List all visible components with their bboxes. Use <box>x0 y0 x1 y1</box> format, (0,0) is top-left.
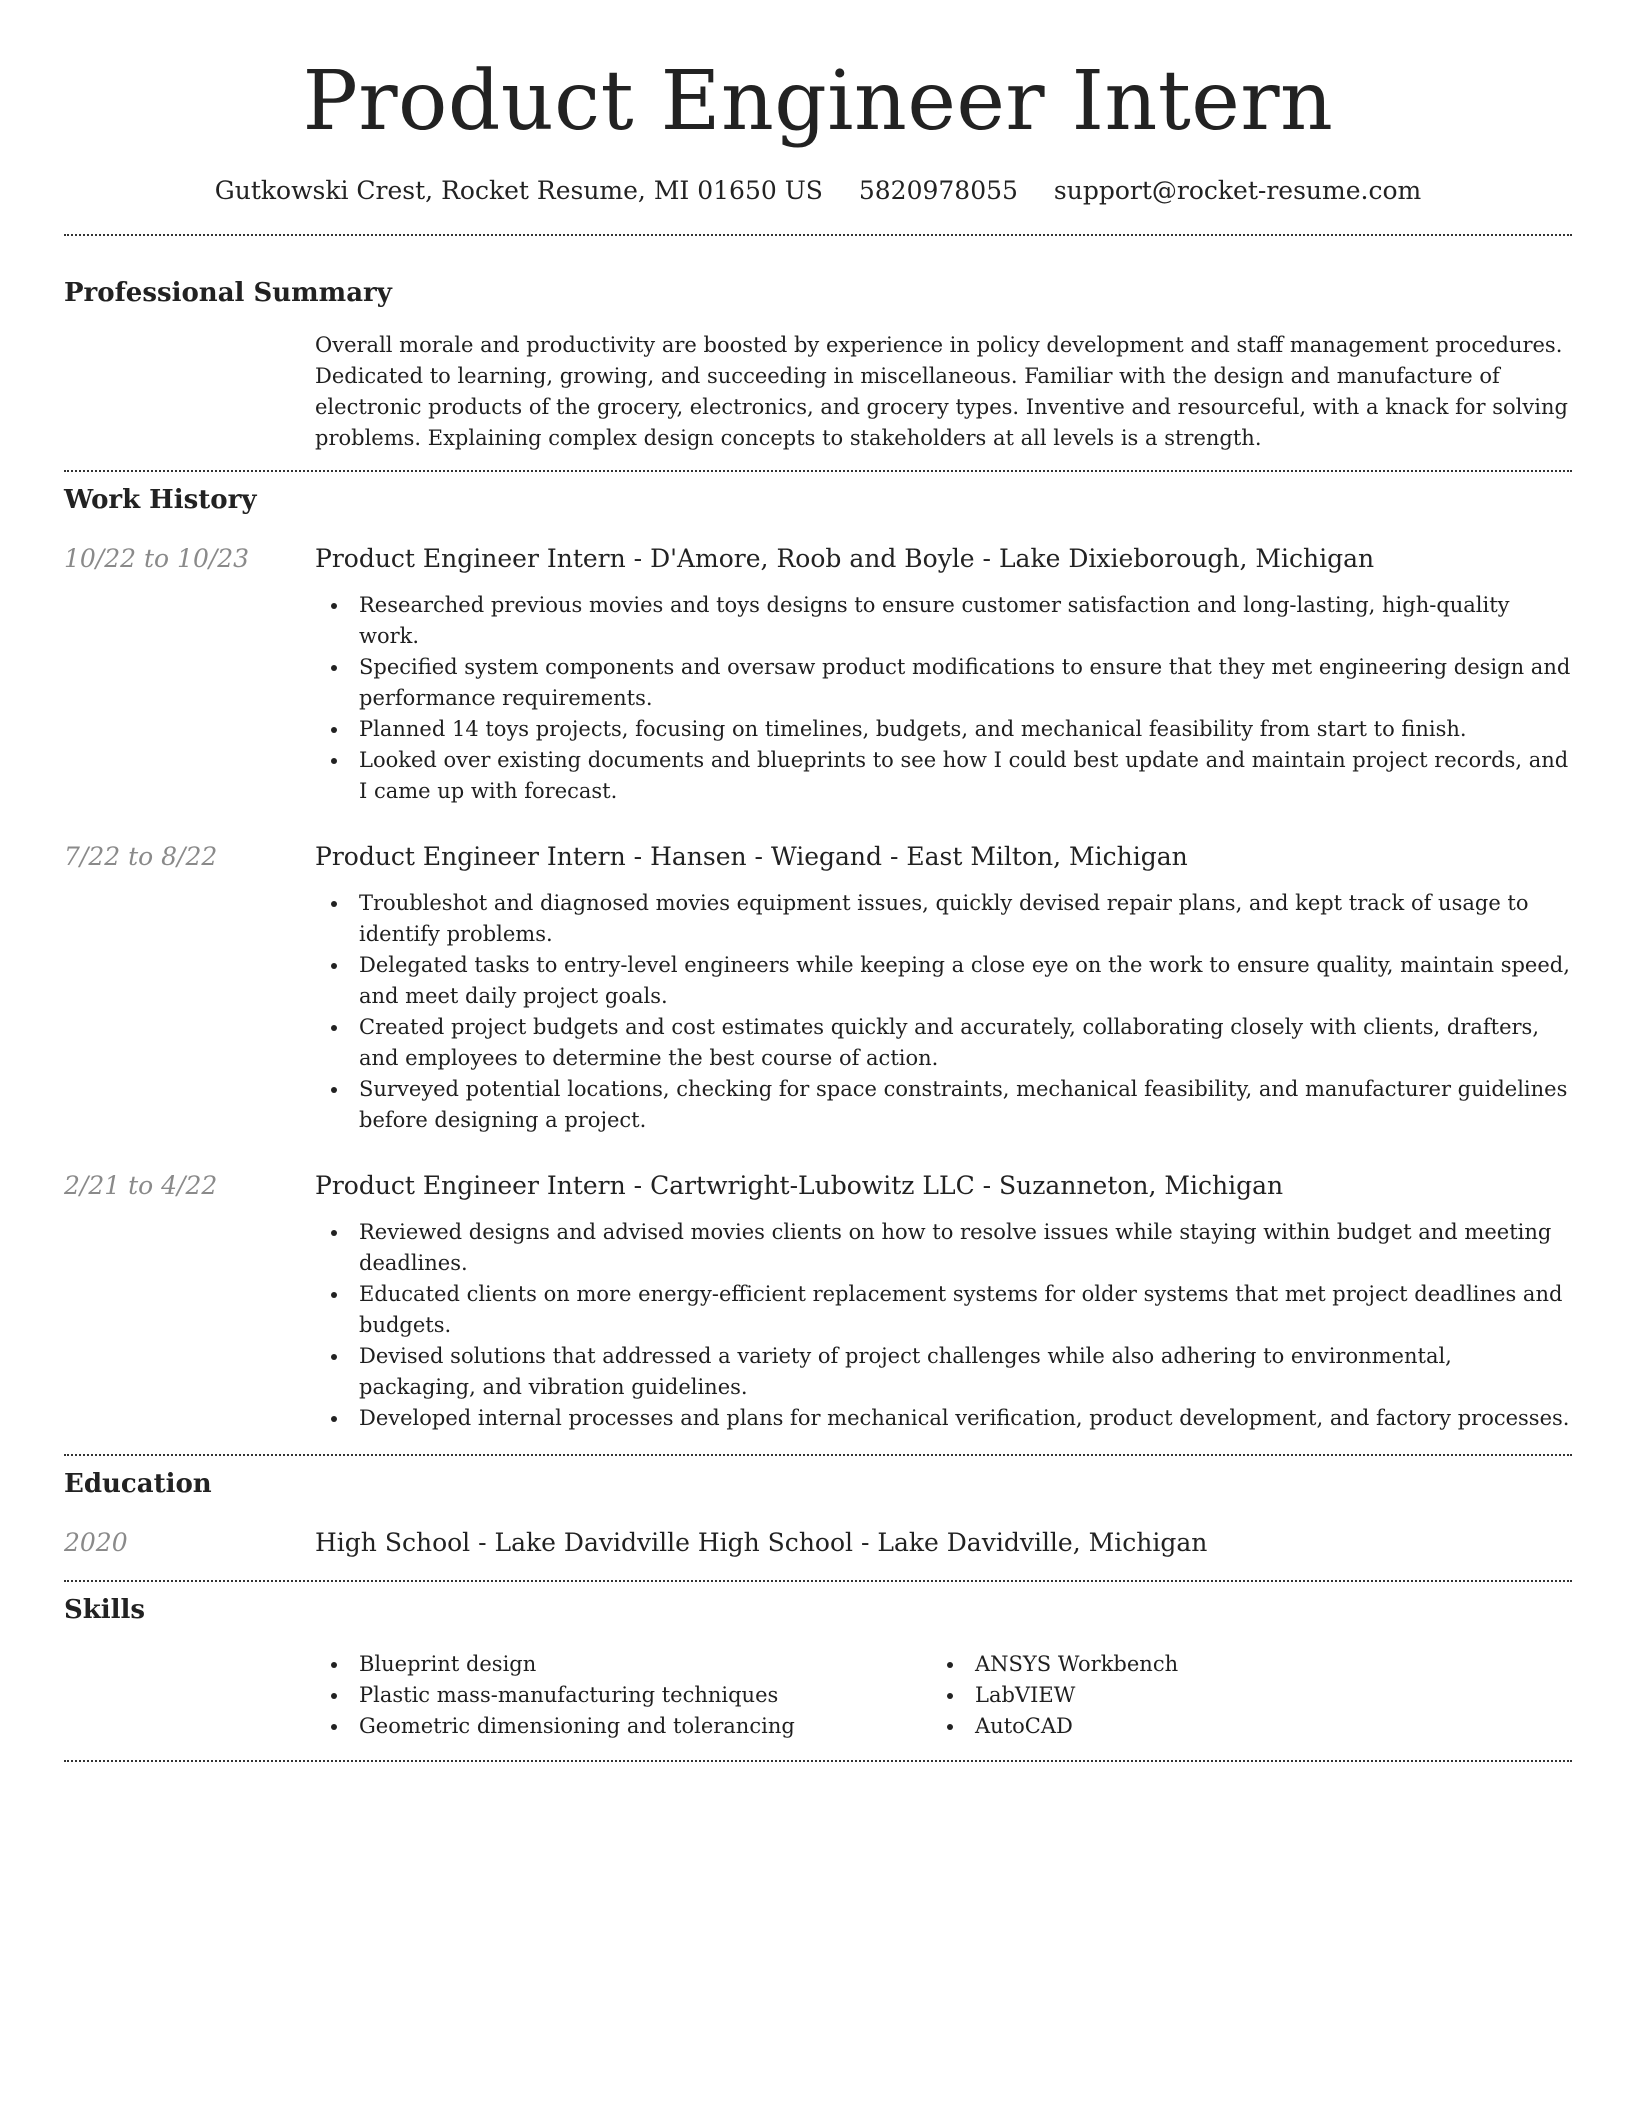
summary-heading: Professional Summary <box>64 278 392 308</box>
list-item: Planned 14 toys projects, focusing on timelines, budgets, and mechanical feasibility from start to finish. <box>315 714 1572 745</box>
list-item: Blueprint design <box>315 1649 931 1680</box>
divider <box>64 1760 1572 1762</box>
summary-text: Overall morale and productivity are boosted by experience in policy development and staff management procedures. Dedicated to learning, growing, and succeeding in miscellaneous. Familiar with the design and manufacture of electronic products of the grocery, electronics, and grocery types. Inventive and resourceful, with a knack for solving problems. Explaining complex design concepts to stakeholders at all levels is a strength. <box>315 333 1568 450</box>
job-title: Product Engineer Intern - Cartwright-Lubowitz LLC - Suzanneton, Michigan <box>315 1171 1284 1200</box>
divider <box>64 234 1572 236</box>
list-item: Geometric dimensioning and tolerancing <box>315 1711 931 1742</box>
job-date: 10/22 to 10/23 <box>64 544 250 573</box>
job-entry <box>64 840 1572 1136</box>
skills-heading: Skills <box>64 1595 146 1625</box>
work-history-heading: Work History <box>64 485 257 515</box>
skills-list <box>315 1649 1572 1742</box>
list-item: LabVIEW <box>931 1680 1547 1711</box>
resume-page <box>64 0 1572 1762</box>
list-item: ANSYS Workbench <box>931 1649 1547 1680</box>
list-item: Surveyed potential locations, checking for space constraints, mechanical feasibility, and manufacturer guidelines before designing a project. <box>315 1074 1572 1136</box>
list-item: Reviewed designs and advised movies clients on how to resolve issues while staying within budget and meeting deadlines. <box>315 1217 1572 1279</box>
job-date: 2/21 to 4/22 <box>64 1171 218 1200</box>
divider <box>64 1454 1572 1456</box>
divider <box>64 470 1572 472</box>
job-entry <box>64 1169 1572 1434</box>
divider <box>64 1580 1572 1582</box>
resume-title: Product Engineer Intern <box>302 54 1334 149</box>
skills-column-left <box>315 1649 931 1742</box>
email: support@rocket-resume.com <box>1053 176 1422 205</box>
job-title: Product Engineer Intern - Hansen - Wiegand - East Milton, Michigan <box>315 842 1188 871</box>
education-title: High School - Lake Davidville High School - Lake Davidville, Michigan <box>315 1528 1208 1557</box>
phone: 5820978055 <box>858 176 1018 205</box>
list-item: Troubleshot and diagnosed movies equipment issues, quickly devised repair plans, and kept track of usage to identify problems. <box>315 888 1572 950</box>
list-item: Looked over existing documents and blueprints to see how I could best update and maintain project records, and I came up with forecast. <box>315 745 1572 807</box>
job-bullets <box>315 1217 1572 1434</box>
list-item: Developed internal processes and plans for mechanical verification, product development, and factory processes. <box>315 1403 1572 1434</box>
job-bullets <box>315 590 1572 807</box>
job-bullets <box>315 888 1572 1136</box>
skills-column-right <box>931 1649 1547 1742</box>
list-item: Devised solutions that addressed a variety of project challenges while also adhering to environmental, packaging, and vibration guidelines. <box>315 1341 1572 1403</box>
list-item: AutoCAD <box>931 1711 1547 1742</box>
education-heading: Education <box>64 1469 212 1499</box>
list-item: Delegated tasks to entry-level engineers while keeping a close eye on the work to ensure quality, maintain speed, and meet daily project goals. <box>315 950 1572 1012</box>
list-item: Educated clients on more energy-efficient replacement systems for older systems that met project deadlines and budgets. <box>315 1279 1572 1341</box>
education-date: 2020 <box>64 1528 128 1557</box>
contact-line <box>64 174 1572 208</box>
job-date: 7/22 to 8/22 <box>64 842 218 871</box>
list-item: Specified system components and oversaw product modifications to ensure that they met engineering design and performance requirements. <box>315 652 1572 714</box>
job-title: Product Engineer Intern - D'Amore, Roob and Boyle - Lake Dixieborough, Michigan <box>315 544 1375 573</box>
list-item: Plastic mass-manufacturing techniques <box>315 1680 931 1711</box>
address: Gutkowski Crest, Rocket Resume, MI 01650 US <box>214 176 823 205</box>
job-entry <box>64 542 1572 807</box>
list-item: Researched previous movies and toys designs to ensure customer satisfaction and long-lasting, high-quality work. <box>315 590 1572 652</box>
list-item: Created project budgets and cost estimates quickly and accurately, collaborating closely with clients, drafters, and employees to determine the best course of action. <box>315 1012 1572 1074</box>
education-entry <box>64 1526 1572 1560</box>
